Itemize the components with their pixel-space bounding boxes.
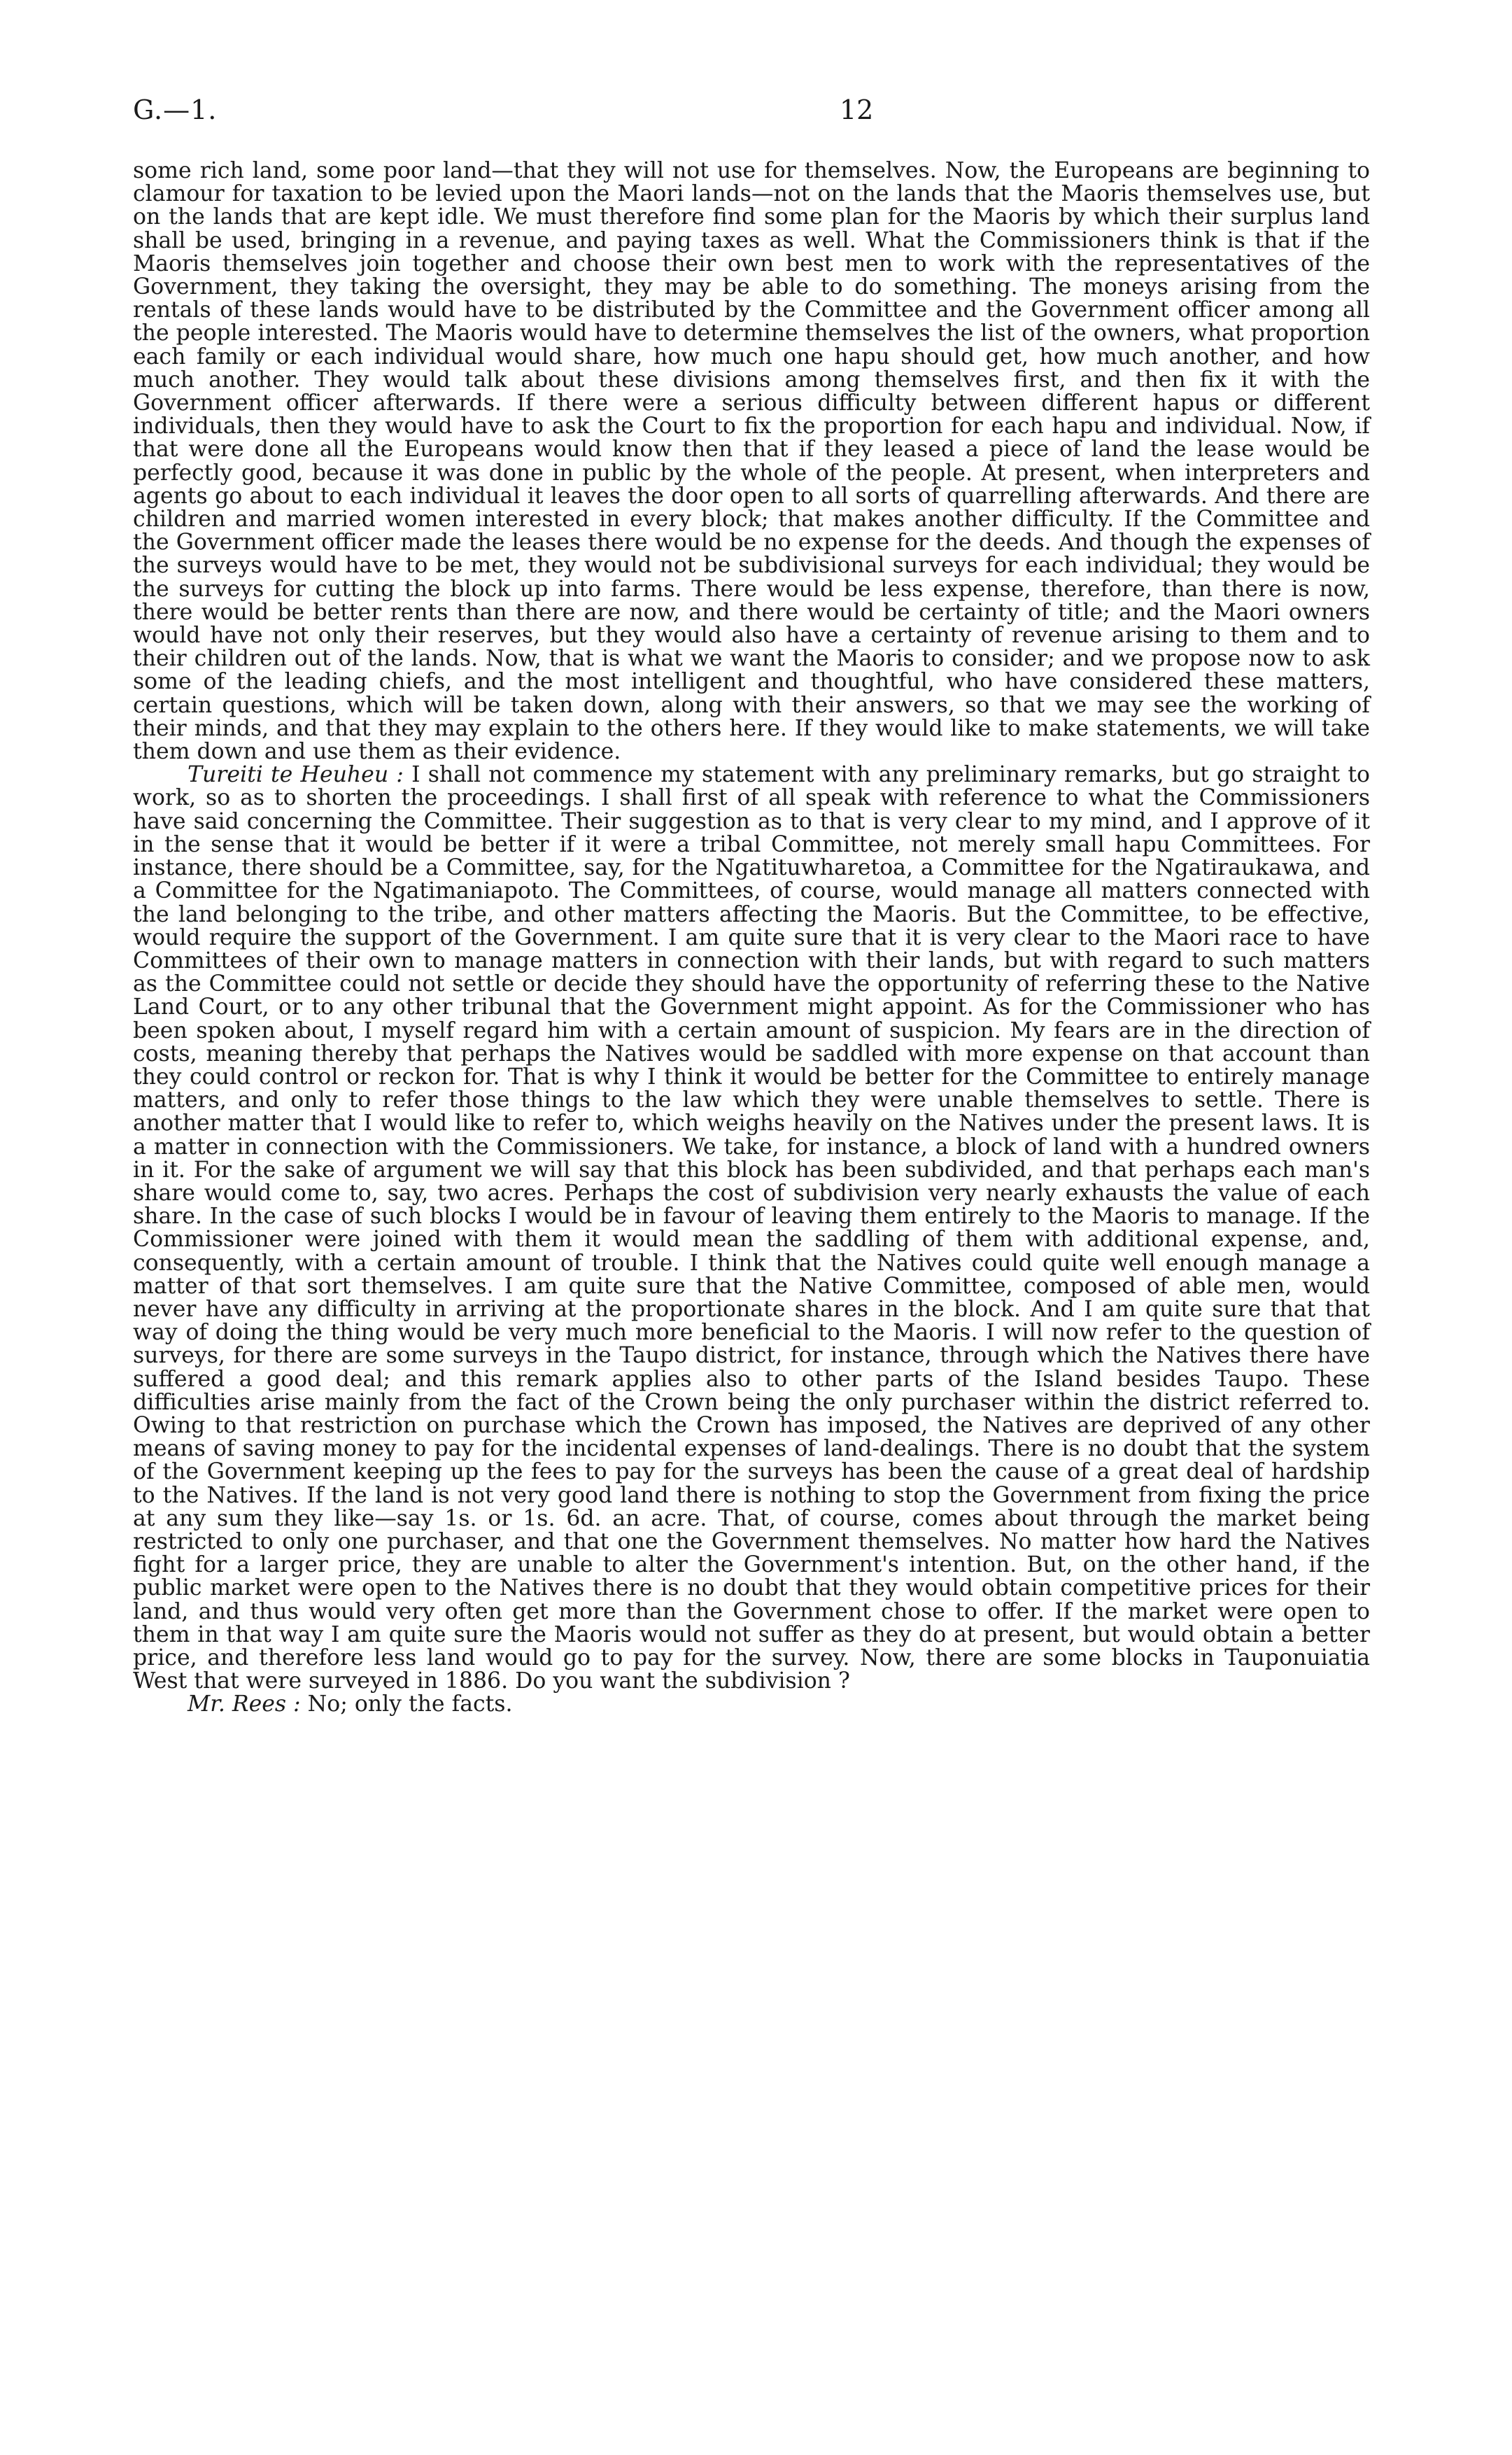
page-number: 12	[840, 94, 874, 125]
paragraph-commissioner-remarks	[133, 160, 1370, 764]
document-reference: G.—1.	[133, 94, 218, 125]
paragraph-tureiti-statement	[133, 764, 1370, 1693]
paragraph-text: I shall not commence my statement with any preliminary remarks, but go straight to work, so as to shorten the proceedings. I shall first of all speak with reference to what the Commissioners have said concerning the Committee. Their suggestion as to that is very clear to my mind, and I approve of it in the sense that it would be better if it were a tribal Committee, not merely small hapu Committees. For instance, there should be a Committee, say, for the Ngatituwharetoa, a Committee for the Ngatiraukawa, and a Committee for the Ngatimaniapoto. The Committees, of course, would manage all matters connected with the land belonging to the tribe, and other matters affecting the Maoris. But the Committee, to be effective, would require the support of the Government. I am quite sure that it is very clear to the Maori race to have Committees of their own to manage matters in connection with their lands, but with regard to such matters as the Committee could not settle or decide they should have the opportunity of referring these to the Native Land Court, or to any other tribunal that the Government might appoint. As for the Commissioner who has been spoken about, I myself regard him with a certain amount of suspicion. My fears are in the direction of costs, meaning thereby that perhaps the Natives would be saddled with more expense on that account than they could control or reckon for. That is why I think it would be better for the Committee to entirely manage matters, and only to refer those things to the law which they were unable themselves to settle. There is another matter that I would like to refer to, which weighs heavily on the Natives under the present laws. It is a matter in connection with the Commissioners. We take, for instance, a block of land with a hundred owners in it. For the sake of argument we will say that this block has been subdivided, and that perhaps each man's share would come to, say, two acres. Perhaps the cost of subdivision very nearly exhausts the value of each share. In the case of such blocks I would be in favour of leaving them entirely to the Maoris to manage. If the Commissioner were joined with them it would mean the saddling of them with additional expense, and, consequently, with a certain amount of trouble. I think that the Natives could quite well enough manage a matter of that sort themselves. I am quite sure that the Native Committee, composed of able men, would never have any difficulty in arriving at the proportionate shares in the block. And I am quite sure that that way of doing the thing would be very much more beneficial to the Maoris. I will now refer to the question of surveys, for there are some surveys in the Taupo district, for instance, through which the Natives there have suffered a good deal; and this remark applies also to other parts of the Island besides Taupo. These difficulties arise mainly from the fact of the Crown being the only purchaser within the district referred to. Owing to that restriction on purchase which the Crown has imposed, the Natives are deprived of any other means of saving money to pay for the incidental expenses of land-dealings. There is no doubt that the system of the Government keeping up the fees to pay for the surveys has been the cause of a great deal of hardship to the Natives. If the land is not very good land there is nothing to stop the Government from fixing the price at any sum they like—say 1s. or 1s. 6d. an acre. That, of course, comes about through the market being restricted to only one purchaser, and that one the Government themselves. No matter how hard the Natives fight for a larger price, they are unable to alter the Government's intention. But, on the other hand, if the public market were open to the Natives there is no doubt that they would obtain competitive prices for their land, and thus would very often get more than the Government chose to offer. If the market were open to them in that way I am quite sure the Maoris would not suffer as they do at present, but would obtain a better price, and therefore less land would go to pay for the survey. Now, there are some blocks in Tauponuiatia West that were surveyed in 1886. Do you want the subdivision ?	[133, 762, 1370, 1694]
body-text	[133, 160, 1370, 1717]
speaker-name: Mr. Rees :	[188, 1691, 301, 1717]
paragraph-rees-reply	[133, 1693, 1370, 1716]
paragraph-text: No; only the facts.	[300, 1691, 513, 1717]
page-header	[133, 94, 1378, 136]
speaker-name: Tureiti te Heuheu :	[188, 762, 404, 788]
paragraph-text: some rich land, some poor land—that they will not use for themselves. Now, the Europeans are beginning to clamour for taxation to be levied upon the Maori lands—not on the lands that the Maoris themselves use, but on the lands that are kept idle. We must therefore find some plan for the Maoris by which their surplus land shall be used, bringing in a revenue, and paying taxes as well. What the Commissioners think is that if the Maoris themselves join together and choose their own best men to work with the representatives of the Government, they taking the oversight, they may be able to do something. The moneys arising from the rentals of these lands would have to be distributed by the Committee and the Government officer among all the people interested. The Maoris would have to determine themselves the list of the owners, what proportion each family or each individual would share, how much one hapu should get, how much another, and how much another. They would talk about these divisions among themselves first, and then fix it with the Government officer afterwards. If there were a serious difficulty between different hapus or different individuals, then they would have to ask the Court to fix the proportion for each hapu and individual. Now, if that were done all the Europeans would know then that if they leased a piece of land the lease would be perfectly good, because it was done in public by the whole of the people. At present, when interpreters and agents go about to each individual it leaves the door open to all sorts of quarrelling afterwards. And there are children and married women interested in every block; that makes another difficulty. If the Committee and the Government officer made the leases there would be no expense for the deeds. And though the expenses of the surveys would have to be met, they would not be subdivisional surveys for each individual; they would be the surveys for cutting the block up into farms. There would be less expense, therefore, than there is now, there would be better rents than there are now, and there would be certainty of title; and the Maori owners would have not only their reserves, but they would also have a certainty of revenue arising to them and to their children out of the lands. Now, that is what we want the Maoris to consider; and we propose now to ask some of the leading chiefs, and the most intelligent and thoughtful, who have considered these matters, certain questions, which will be taken down, along with their answers, so that we may see the working of their minds, and that they may explain to the others here. If they would like to make statements, we will take them down and use them as their evidence.	[133, 158, 1370, 765]
